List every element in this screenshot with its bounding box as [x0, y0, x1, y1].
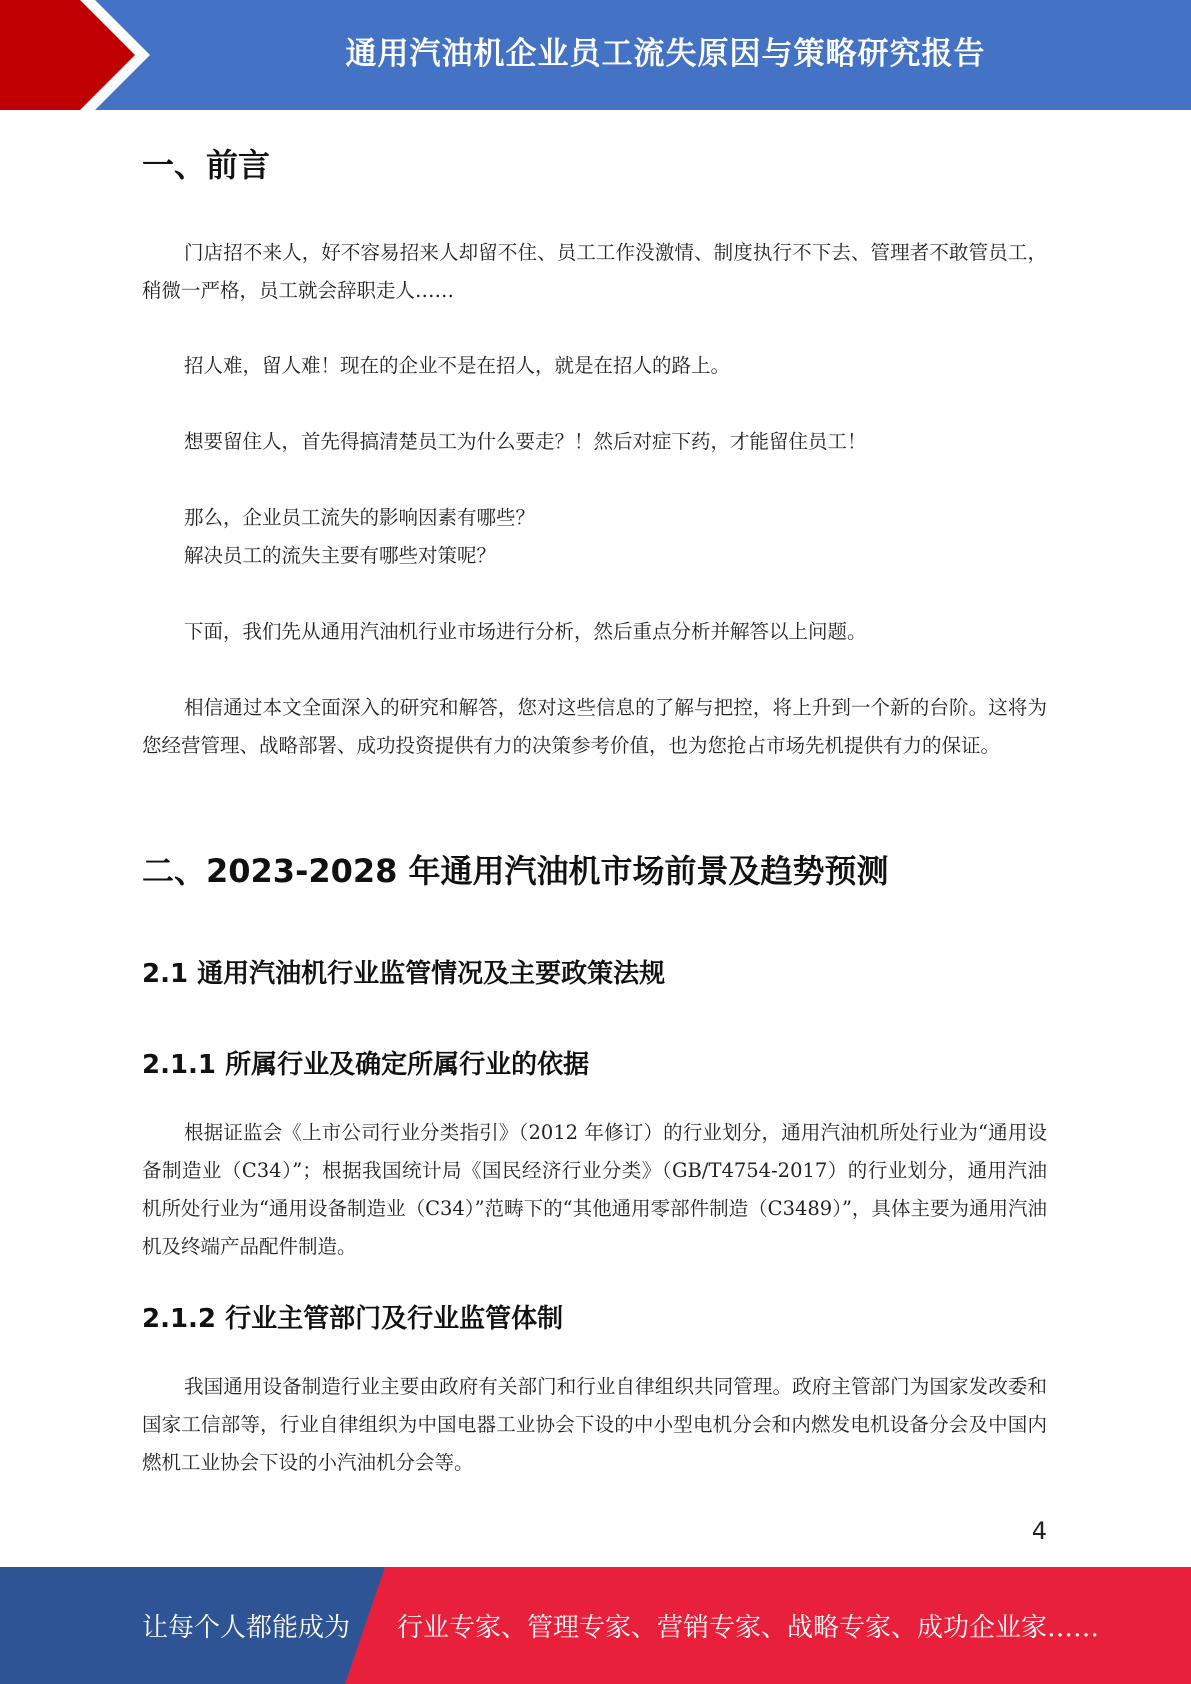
section-heading-market-forecast: 二、2023-2028 年通用汽油机市场前景及趋势预测 — [142, 852, 889, 890]
paragraph-analysis-plan: 下面，我们先从通用汽油机行业市场进行分析，然后重点分析并解答以上问题。 — [184, 620, 867, 643]
footer-slogan-right: 行业专家、管理专家、营销专家、战略专家、成功企业家…… — [397, 1613, 1100, 1643]
subsection-heading-2-1-2: 2.1.2 行业主管部门及行业监管体制 — [142, 1304, 564, 1334]
paragraph-retain-staff: 想要留住人，首先得搞清楚员工为什么要走？！然后对症下药，才能留住员工！ — [184, 430, 867, 453]
page-header — [0, 0, 1191, 110]
section-heading-preface: 一、前言 — [142, 146, 271, 184]
page-number: 4 — [1031, 1517, 1047, 1545]
paragraph-value-statement: 相信通过本文全面深入的研究和解答，您对这些信息的了解与把控，将上升到一个新的台阶。这将为您经营管理、战略部署、成功投资提供有力的决策参考价值，也为您抢占市场先机提供有力的保证。 — [142, 696, 1047, 757]
subsection-heading-2-1-1: 2.1.1 所属行业及确定所属行业的依据 — [142, 1050, 590, 1080]
paragraph-regulatory-system: 我国通用设备制造行业主要由政府有关部门和行业自律组织共同管理。政府主管部门为国家发改委和国家工信部等，行业自律组织为中国电器工业协会下设的中小型电机分会和内燃发电机设备分会及中国内燃机工业协会下设的小汽油机分会等。 — [142, 1375, 1047, 1474]
page-footer — [0, 1567, 1191, 1684]
question-countermeasures: 解决员工的流失主要有哪些对策呢？ — [184, 544, 497, 567]
paragraph-hiring-difficulty: 招人难，留人难！现在的企业不是在招人，就是在招人的路上。 — [184, 354, 731, 377]
paragraph-industry-classification: 根据证监会《上市公司行业分类指引》（2012 年修订）的行业划分，通用汽油机所处行业为“通用设备制造业（C34）”；根据我国统计局《国民经济行业分类》（GB/T4754-2017）的行业划分，通用汽油机所处行业为“通用设备制造业（C34）”范畴下的“其他通用零部件制造（C3489）”，具体主要为通用汽油机及终端产品配件制造。 — [142, 1121, 1047, 1258]
question-factors: 那么，企业员工流失的影响因素有哪些？ — [184, 506, 536, 529]
report-title: 通用汽油机企业员工流失原因与策略研究报告 — [345, 35, 986, 72]
subsection-heading-2-1: 2.1 通用汽油机行业监管情况及主要政策法规 — [142, 959, 666, 989]
header-arrow-decoration — [0, 0, 160, 110]
footer-slogan-left: 让每个人都能成为 — [142, 1613, 351, 1643]
paragraph-intro: 门店招不来人，好不容易招来人却留不住、员工工作没激情、制度执行不下去、管理者不敢管员工，稍微一严格，员工就会辞职走人…… — [142, 241, 1047, 302]
